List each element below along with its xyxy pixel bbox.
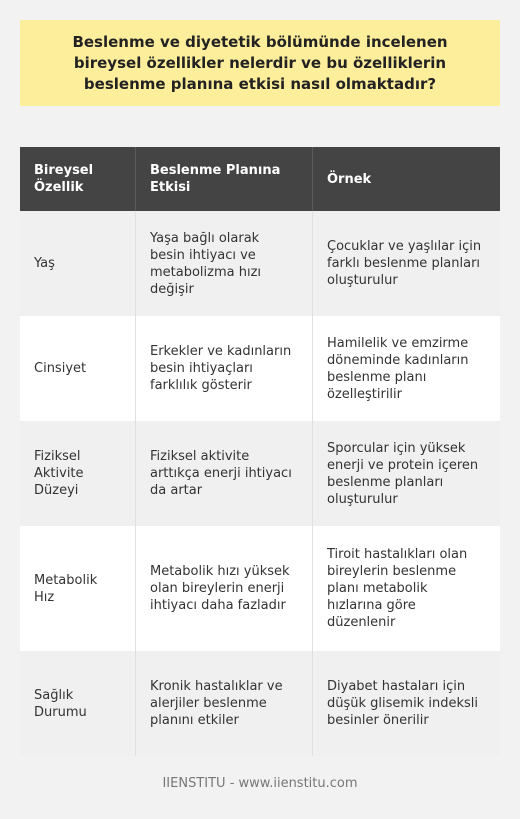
- table-cell: Diyabet hastaları için düşük glisemik indeksli besinler önerilir: [312, 651, 500, 756]
- table-cell: Sporcular için yüksek enerji ve protein içeren beslenme planları oluşturulur: [312, 421, 500, 526]
- table-cell: Yaşa bağlı olarak besin ihtiyacı ve metabolizma hızı değişir: [135, 211, 312, 316]
- table-cell: Erkekler ve kadınların besin ihtiyaçları farklılık gösterir: [135, 316, 312, 421]
- table-row: [20, 316, 500, 421]
- table-cell: Sağlık Durumu: [34, 687, 87, 720]
- header-cell: Bireysel Özellik: [34, 163, 94, 195]
- title-banner: [20, 20, 500, 106]
- table-cell: Fiziksel aktivite arttıkça enerji ihtiyacı da artar: [135, 421, 312, 526]
- table-cell: Metabolik hızı yüksek olan bireylerin enerji ihtiyacı daha fazladır: [135, 526, 312, 651]
- header-cell: Beslenme Planına Etkisi: [135, 147, 312, 211]
- table-cell: Metabolik Hız: [34, 572, 98, 605]
- table-cell: Yaş: [34, 256, 55, 271]
- table-cell: Kronik hastalıklar ve alerjiler beslenme planını etkiler: [135, 651, 312, 756]
- table-row: [20, 651, 500, 756]
- table-cell: Fiziksel Aktivite Düzeyi: [34, 449, 84, 498]
- table-cell: Çocuklar ve yaşlılar için farklı beslenme planları oluşturulur: [312, 211, 500, 316]
- header-cell: Örnek: [312, 147, 500, 211]
- table-row: [20, 211, 500, 316]
- data-table: [20, 147, 500, 756]
- footer-credit: IIENSTITU - www.iienstitu.com: [162, 776, 358, 791]
- table-header-row: [20, 147, 500, 211]
- page-title: Beslenme ve diyetetik bölümünde incelenen bireysel özellikler nelerdir ve bu özelliklerin beslenme planına etkisi nasıl olmaktadır?: [72, 32, 448, 93]
- table-cell: Tiroit hastalıkları olan bireylerin beslenme planı metabolik hızlarına göre düzenlenir: [312, 526, 500, 651]
- table-row: [20, 421, 500, 526]
- table-row: [20, 526, 500, 651]
- table-cell: Cinsiyet: [34, 361, 87, 376]
- table-cell: Hamilelik ve emzirme döneminde kadınların beslenme planı özelleştirilir: [312, 316, 500, 421]
